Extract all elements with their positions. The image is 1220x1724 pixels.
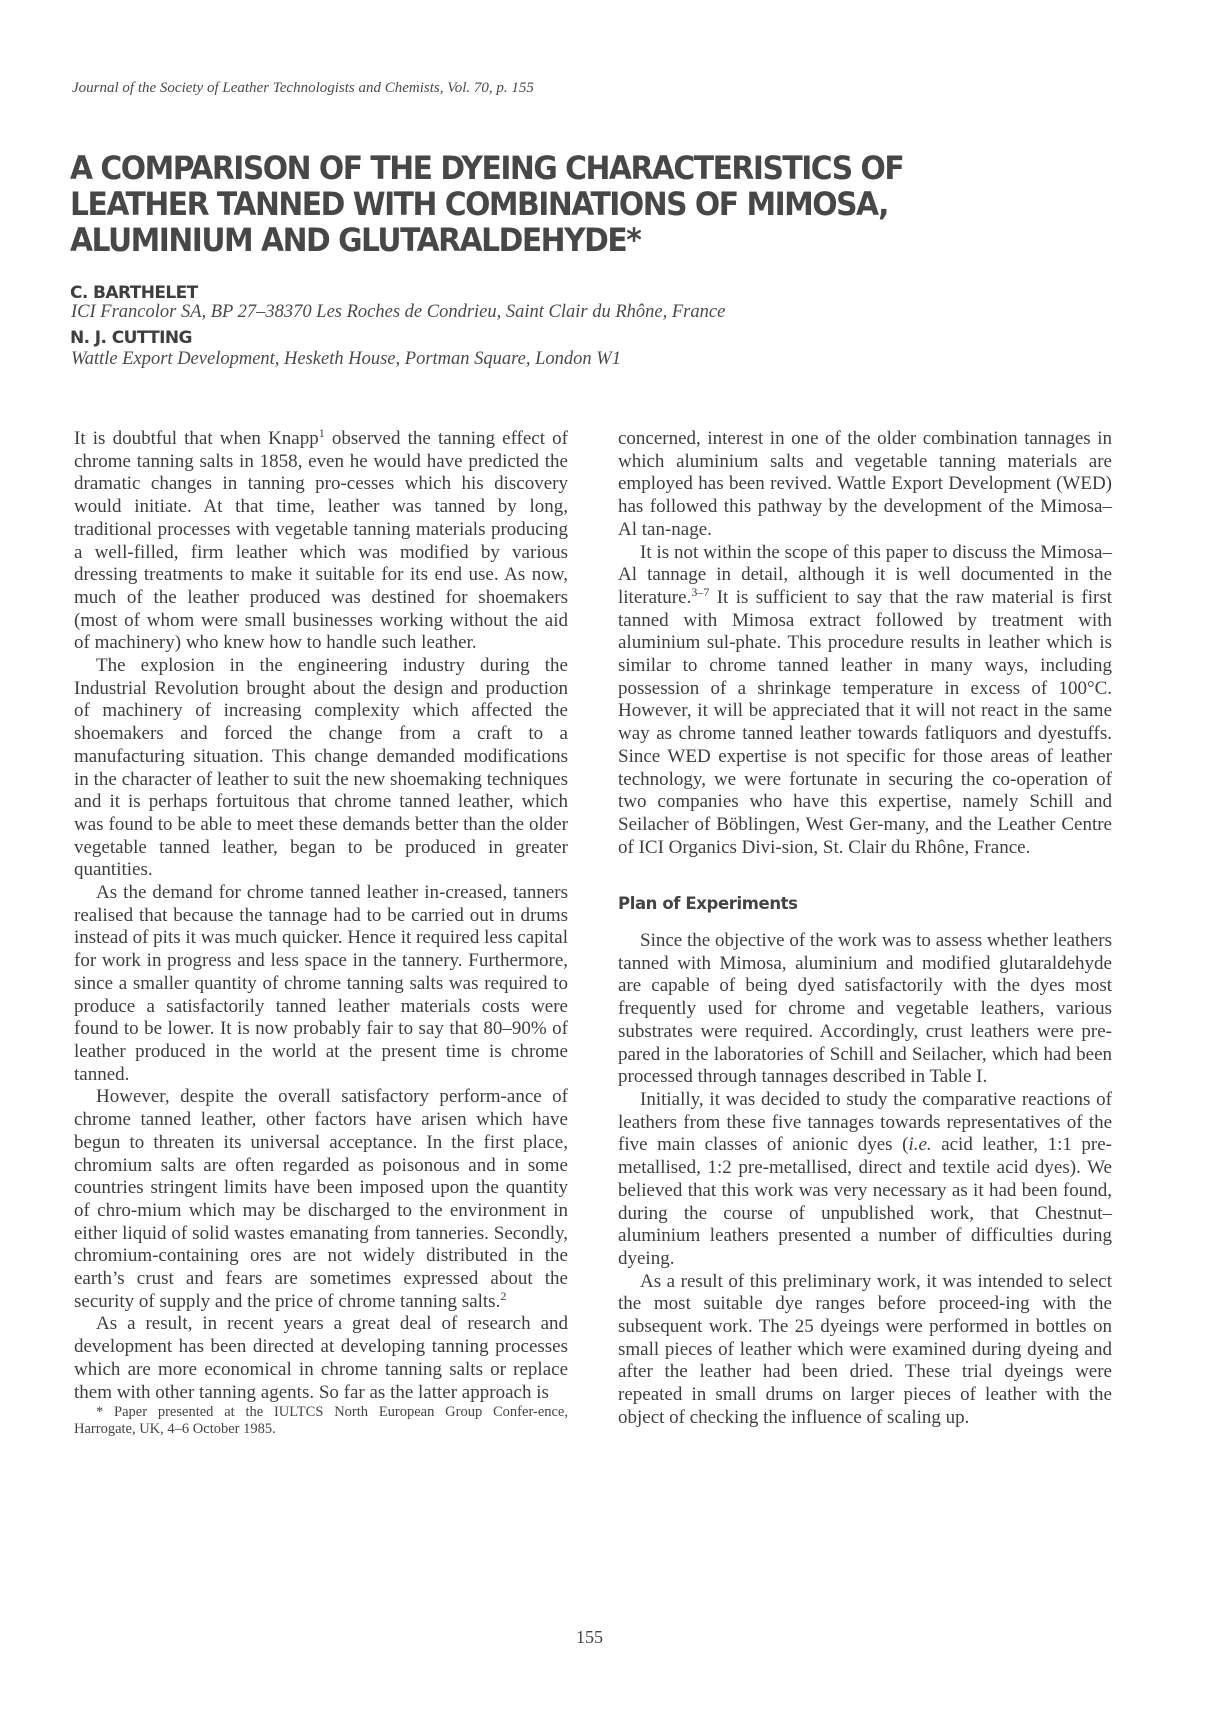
body-paragraph: [618, 1089, 1112, 1271]
body-paragraph: As a result, in recent years a great deal of research and development has been directed at developing tanning processes which are more economical in chrome tanning salts or replace them with other tanning agents. So far as the latter approach is: [74, 1313, 568, 1403]
paragraph-text: It is doubtful that when Knapp: [74, 428, 319, 449]
author-affiliation: ICI Francolor SA, BP 27–38370 Les Roches de Condrieu, Saint Clair du Rhône, France: [71, 302, 726, 322]
body-paragraph: [74, 428, 568, 655]
body-paragraph: As the demand for chrome tanned leather in-creased, tanners realised that because the tannage had to be carried out in drums instead of pits it was much quicker. Hence it required less capital for work in progress and less space in the tannery. Furthermore, since a smaller quantity of chrome tanning salts was required to produce a satisfactorily tanned leather materials costs were found to be lower. It is now probably fair to say that 80–90% of leather produced in the world at the present time is chrome tanned.: [74, 882, 568, 1085]
section-heading: Plan of Experiments: [618, 894, 798, 914]
right-column: [618, 428, 1112, 1430]
author-name: N. J. CUTTING: [70, 328, 192, 348]
paragraph-text: observed the tanning effect of chrome tanning salts in 1858, even he would have predicted the dramatic changes in tanning pro-cesses which his discovery would initiate. At that time, leather was tanned by long, traditional processes with vegetable tanning materials producing a well-filled, firm leather which was modified by various dressing treatments to make it suitable for its end use. As now, much of the leather produced was destined for shoemakers (most of whom were small businesses working without the aid of machinery) who knew how to handle such leather.: [74, 428, 568, 654]
body-paragraph: The explosion in the engineering industry during the Industrial Revolution brought about the design and production of machinery of increasing complexity which affected the shoemakers and forced the change from a craft to a manufacturing situation. This change demanded modifications in the character of leather to suit the new shoemaking techniques and it is perhaps fortuitous that chrome tanned leather, which was found to be able to meet these demands better than the older vegetable tanned leather, began to be produced in greater quantities.: [74, 655, 568, 881]
body-paragraph: [618, 542, 1112, 860]
left-column: [74, 428, 568, 1438]
author-name: C. BARTHELET: [70, 283, 198, 303]
paragraph-text: acid leather, 1:1 pre-metallised, 1:2 pre-metallised, direct and textile acid dyes). We believed that this work was very necessary as it had been found, during the course of unpublished work, that Chestnut–aluminium leathers presented a number of difficulties during dyeing.: [618, 1134, 1112, 1269]
paragraph-text: It is not within the scope of this paper to discuss the Mimosa–Al tannage in detail, although it is well documented in the literature.: [618, 541, 1112, 608]
page-number: 155: [576, 1627, 603, 1647]
italic-abbreviation: i.e.: [908, 1134, 932, 1156]
paragraph-text: However, despite the overall satisfactory perform-ance of chrome tanned leather, other factors have arisen which have begun to threaten its universal acceptance. In the first place, chromium salts are often regarded as poisonous and in some countries stringent limits have been imposed upon the quantity of chro-mium which may be discharged to the environment in either liquid of solid wastes emanating from tanneries. Secondly, chromium-containing ores are not widely distributed in the earth’s crust and fears are sometimes expressed about the security of supply and the price of chrome tanning salts.: [74, 1086, 568, 1312]
journal-citation: Journal of the Society of Leather Technologists and Chemists, Vol. 70, p. 155: [72, 80, 534, 96]
body-paragraph: Since the objective of the work was to assess whether leathers tanned with Mimosa, aluminium and modified glutaraldehyde are capable of being dyed satisfactorily with the dyes most frequently used for chrome and vegetable leathers, various substrates were required. Accordingly, crust leathers were pre-pared in the laboratories of Schill and Seilacher, which had been processed through tannages described in Table I.: [618, 930, 1112, 1088]
body-paragraph: concerned, interest in one of the older combination tannages in which aluminium salts and vegetable tanning materials are employed has been revived. Wattle Export Development (WED) has followed this pathway by the development of the Mimosa–Al tan-nage.: [618, 428, 1112, 540]
citation-ref: 1: [318, 426, 325, 440]
body-paragraph: [74, 1086, 568, 1313]
author-affiliation: Wattle Export Development, Hesketh House, Portman Square, London W1: [71, 349, 621, 369]
citation-ref: 2: [500, 1288, 507, 1303]
paragraph-text: It is sufficient to say that the raw material is first tanned with Mimosa extract followed by treatment with aluminium sul-phate. This procedure results in leather which is similar to chrome tanned leather in many ways, including possession of a shrinkage temperature in excess of 100°C. However, it will be appreciated that it will not react in the same way as chrome tanned leather towards fatliquors and dyestuffs. Since WED expertise is not specific for those areas of leather technology, we were fortunate in securing the co-operation of two companies who have this expertise, namely Schill and Seilacher of Böblingen, West Ger-many, and the Leather Centre of ICI Organics Divi-sion, St. Clair du Rhône, France.: [618, 586, 1112, 858]
paragraph-text: Initially, it was decided to study the comparative reactions of leathers from these five tannages towards representatives of the five main classes of anionic dyes (: [618, 1088, 1112, 1156]
footnote: * Paper presented at the IULTCS North European Group Confer-ence, Harrogate, UK, 4–6 October 1985.: [74, 1404, 568, 1438]
body-paragraph: As a result of this preliminary work, it was intended to select the most suitable dye ranges before proceed-ing with the subsequent work. The 25 dyeings were performed in bottles on small pieces of leather which were examined during dyeing and after the leather had been dried. These trial dyeings were repeated in small drums on larger pieces of leather with the object of checking the influence of scaling up.: [618, 1270, 1112, 1428]
citation-ref: 3–7: [691, 584, 710, 599]
article-title: A COMPARISON OF THE DYEING CHARACTERISTICS OF LEATHER TANNED WITH COMBINATIONS OF MIMOSA, ALUMINIUM AND GLUTARALDEHYDE*: [70, 149, 904, 259]
